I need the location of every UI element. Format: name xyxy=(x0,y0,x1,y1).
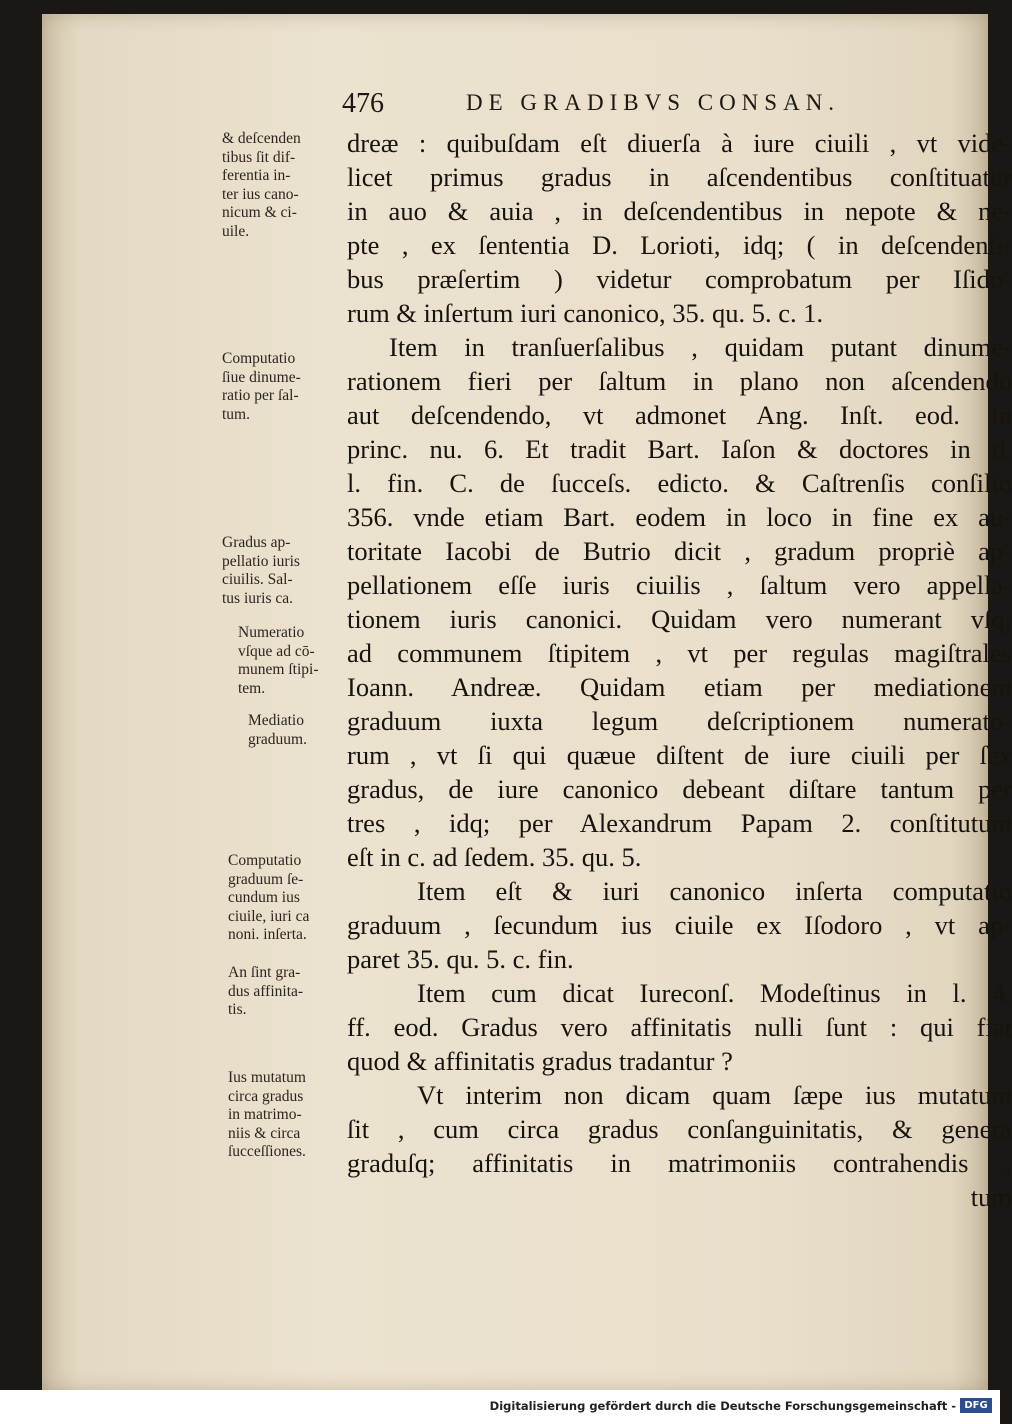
text-line: quod & affinitatis gradus tradantur ? xyxy=(347,1046,733,1076)
text-line: bus præſertim ) videtur comprobatum per Iſido- xyxy=(347,264,1012,294)
text-line: licet primus gradus in aſcendentibus conſtituatur xyxy=(347,162,1012,192)
text-line: graduum , ſecundum ius ciuile ex Iſodoro , vt ap- xyxy=(347,910,1012,940)
margin-note: Computatio graduum ſe- cundum ius ciuile, iuri ca noni. inſerta. xyxy=(228,852,310,943)
digitization-footer xyxy=(0,1390,1000,1424)
text-line: ff. eod. Gradus vero affinitatis nulli ſunt : qui fiat xyxy=(347,1012,1012,1042)
margin-note: Computatio ſiue dinume- ratio per ſal- tum. xyxy=(222,350,301,423)
text-line: graduſq; affinitatis in matrimoniis contrahendis , xyxy=(347,1148,1012,1178)
text-line: pellationem eſſe iuris ciuilis , ſaltum vero appella- xyxy=(347,570,1012,600)
text-line: aut deſcendendo, vt admonet Ang. Inſt. eod. in xyxy=(347,400,1012,430)
text-line: Item in tranſuerſalibus , quidam putant dinume- xyxy=(389,332,1012,362)
text-line: princ. nu. 6. Et tradit Bart. Iaſon & doctores in d. xyxy=(347,434,1012,464)
text-line: rationem fieri per ſaltum in plano non aſcendendo xyxy=(347,366,1012,396)
text-line: ad communem ſtipitem , vt per regulas magiſtrales xyxy=(347,638,1012,668)
text-line: eſt in c. ad ſedem. 35. qu. 5. xyxy=(347,842,642,872)
text-line: dreæ : quibuſdam eſt diuerſa à iure ciuili , vt vide- xyxy=(347,128,1012,158)
text-line: tionem iuris canonici. Quidam vero numerant vſq; xyxy=(347,604,1012,634)
margin-note: Ius mutatum circa gradus in matrimo- niis & circa ſucceſſiones. xyxy=(228,1069,306,1160)
margin-note: & deſcenden tibus ſit dif- ferentia in- ter ius cano- nicum & ci- uile. xyxy=(222,130,301,240)
catchword: tum xyxy=(970,1182,1012,1212)
text-line: pte , ex ſententia D. Lorioti, idq; ( in deſcendenti- xyxy=(347,230,1012,260)
text-line: Item cum dicat Iureconſ. Modeſtinus in l. 4. xyxy=(417,978,1012,1008)
margin-note: Gradus ap- pellatio iuris ciuilis. Sal- tus iuris ca. xyxy=(222,534,300,607)
page-number: 476 xyxy=(342,88,384,119)
text-line: Item eſt & iuri canonico inſerta computatio xyxy=(417,876,1012,906)
book-page xyxy=(42,14,1012,1390)
text-line: Ioann. Andreæ. Quidam etiam per mediationem xyxy=(347,672,1012,702)
margin-note: An ſint gra- dus affinita- tis. xyxy=(228,964,304,1018)
margin-note: Numeratio vſque ad cō- munem ſtipi- tem. xyxy=(238,624,319,697)
text-line: toritate Iacobi de Butrio dicit , gradum propriè ap- xyxy=(347,536,1012,566)
text-line: l. fin. C. de ſucceſs. edicto. & Caſtrenſis conſilio xyxy=(347,468,1012,498)
text-line: gradus, de iure canonico debeant diſtare tantum per xyxy=(347,774,1012,804)
text-line: graduum iuxta legum deſcriptionem numerato- xyxy=(347,706,1012,736)
dfg-logo: DFG xyxy=(960,1398,992,1413)
running-head: DE GRADIBVS CONSAN. xyxy=(466,90,841,115)
margin-notes xyxy=(222,14,350,1214)
text-line: paret 35. qu. 5. c. fin. xyxy=(347,944,574,974)
text-line: 356. vnde etiam Bart. eodem in loco in fine ex au- xyxy=(347,502,1012,532)
text-line: in auo & auia , in deſcendentibus in nepote & ne- xyxy=(347,196,1012,226)
text-line: Vt interim non dicam quam ſæpe ius mutatum xyxy=(417,1080,1012,1110)
text-line: rum & inſertum iuri canonico, 35. qu. 5. c. 1. xyxy=(347,298,824,328)
text-line: rum , vt ſi qui quæue diſtent de iure ciuili per ſex xyxy=(347,740,1012,770)
funding-credit: Digitalisierung gefördert durch die Deutsche Forschungsgemeinschaft - xyxy=(489,1399,956,1413)
text-line: ſit , cum circa gradus conſanguinitatis, & genera xyxy=(347,1114,1012,1144)
text-line: tres , idq; per Alexandrum Papam 2. conſtitutum xyxy=(347,808,1012,838)
margin-note: Mediatio graduum. xyxy=(248,712,307,748)
page-header xyxy=(342,86,932,120)
